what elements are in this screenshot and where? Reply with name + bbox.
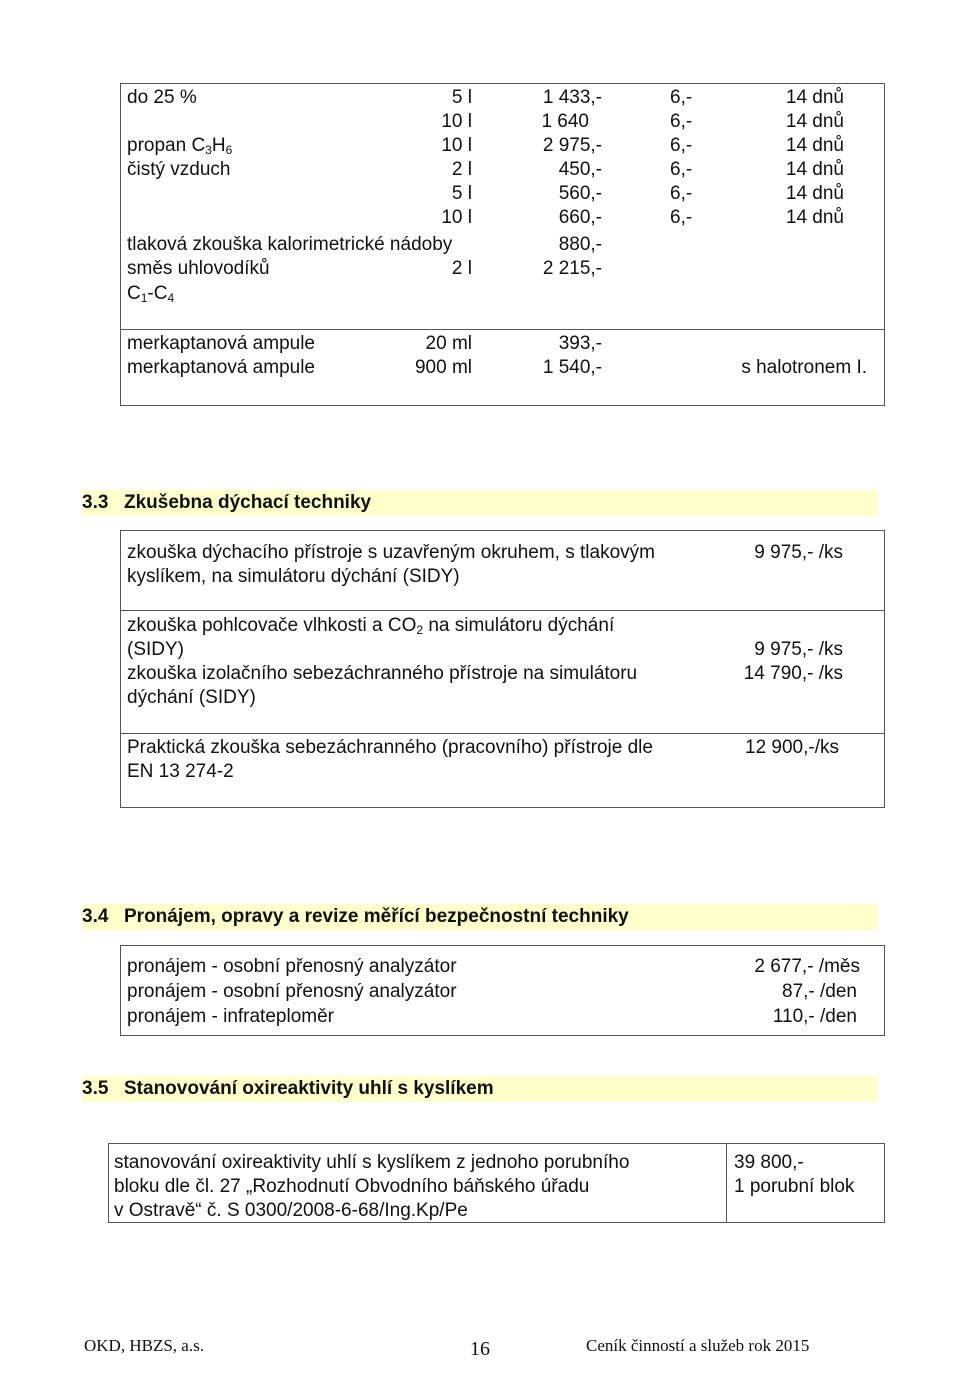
gas-name: do 25 % — [127, 87, 197, 108]
section-number: 3.5 — [82, 1078, 109, 1099]
gas-name: propan $C_3H_6$ — [127, 135, 233, 157]
service-price-unit: 1 porubní blok — [734, 1176, 855, 1197]
table-divider — [120, 610, 885, 611]
gas-note: s halotronem I. — [741, 357, 867, 378]
footer-company: OKD, HBZS, a.s. — [84, 1336, 204, 1355]
gas-price: 1 433,- — [542, 87, 602, 108]
section-heading-3-4 — [82, 904, 878, 930]
gas-volume: 10 l — [441, 207, 472, 228]
table-divider — [120, 733, 885, 734]
gas-name: merkaptanová ampule — [127, 333, 315, 354]
rental-price: 110,- /den — [772, 1006, 857, 1027]
service-description: zkouška dýchacího přístroje s uzavřeným okruhem, s tlakovým — [127, 542, 655, 563]
gas-volume: 2 l — [451, 258, 472, 279]
service-description: Praktická zkouška sebezáchranného (pracovního) přístroje dle — [127, 737, 653, 758]
service-description: bloku dle čl. 27 „Rozhodnutí Obvodního báňského úřadu — [114, 1176, 590, 1197]
gas-name: čistý vzduch — [127, 159, 231, 180]
gas-fee: 6,- — [670, 159, 693, 180]
gas-volume: 5 l — [451, 183, 472, 204]
section-number: 3.3 — [82, 492, 109, 513]
gas-volume: 2 l — [451, 159, 472, 180]
gas-term: 14 dnů — [785, 183, 844, 204]
gas-volume: 10 l — [441, 135, 472, 156]
section-number: 3.4 — [82, 906, 109, 927]
service-price: 9 975,- /ks — [754, 542, 843, 563]
gas-price: 560,- — [558, 183, 602, 204]
service-price: 14 790,- /ks — [743, 663, 843, 684]
gas-fee: 6,- — [670, 207, 693, 228]
service-description: EN 13 274-2 — [127, 761, 234, 782]
gas-volume: 5 l — [451, 87, 472, 108]
gas-price: 2 215,- — [542, 258, 602, 279]
rental-item: pronájem - osobní přenosný analyzátor — [127, 981, 457, 1002]
section-heading-3-5 — [82, 1076, 878, 1102]
gas-term: 14 dnů — [785, 207, 844, 228]
service-description: dýchání (SIDY) — [127, 687, 256, 708]
rental-item: pronájem - osobní přenosný analyzátor — [127, 956, 457, 977]
footer-title: Ceník činností a služeb rok 2015 — [586, 1336, 810, 1355]
gas-price: 1 640 — [541, 111, 589, 132]
gas-term: 14 dnů — [785, 159, 844, 180]
gas-volume: 20 ml — [425, 333, 472, 354]
gas-price: 2 975,- — [542, 135, 602, 156]
gas-price: 393,- — [558, 333, 602, 354]
gas-name: tlaková zkouška kalorimetrické nádoby — [127, 234, 453, 255]
table-column-divider — [726, 1143, 727, 1223]
gas-fee: 6,- — [670, 135, 693, 156]
gas-term: 14 dnů — [785, 135, 844, 156]
rental-item: pronájem - infrateploměr — [127, 1006, 334, 1027]
service-price: 39 800,- — [734, 1152, 804, 1173]
section-heading-3-3 — [82, 490, 878, 516]
page-number: 16 — [470, 1338, 490, 1360]
gas-price: 1 540,- — [542, 357, 602, 378]
gases-divider — [120, 329, 885, 330]
gas-fee: 6,- — [670, 111, 693, 132]
gas-term: 14 dnů — [785, 87, 844, 108]
gas-price: 880,- — [558, 234, 602, 255]
gas-fee: 6,- — [670, 87, 693, 108]
gas-volume: 10 l — [441, 111, 472, 132]
section-title: Stanovování oxireaktivity uhlí s kyslíkem — [124, 1078, 494, 1099]
section-title: Zkušebna dýchací techniky — [124, 492, 372, 513]
gas-fee: 6,- — [670, 183, 693, 204]
gas-term: 14 dnů — [785, 111, 844, 132]
rental-price: 2 677,- /měs — [754, 956, 860, 977]
gas-name-continuation: $C_1-C_4$ — [127, 283, 175, 305]
gas-price: 450,- — [558, 159, 602, 180]
rental-price: 87,- /den — [782, 981, 857, 1002]
service-description: zkouška pohlcovače vlhkosti a $CO_2$ na simulátoru dýchání — [127, 615, 615, 637]
section-title: Pronájem, opravy a revize měřící bezpečnostní techniky — [124, 906, 629, 927]
gas-name: směs uhlovodíků — [127, 258, 270, 279]
service-price: 12 900,-/ks — [745, 737, 839, 758]
service-description: zkouška izolačního sebezáchranného přístroje na simulátoru — [127, 663, 638, 684]
service-price: 9 975,- /ks — [754, 639, 843, 660]
gas-price: 660,- — [558, 207, 602, 228]
gas-volume: 900 ml — [414, 357, 472, 378]
service-description: kyslíkem, na simulátoru dýchání (SIDY) — [127, 566, 460, 587]
service-description: v Ostravě“ č. S 0300/2008-6-68/Ing.Kp/Pe — [114, 1200, 468, 1221]
gas-name: merkaptanová ampule — [127, 357, 315, 378]
service-description: (SIDY) — [127, 639, 184, 660]
service-description: stanovování oxireaktivity uhlí s kyslíkem z jednoho porubního — [114, 1152, 630, 1173]
